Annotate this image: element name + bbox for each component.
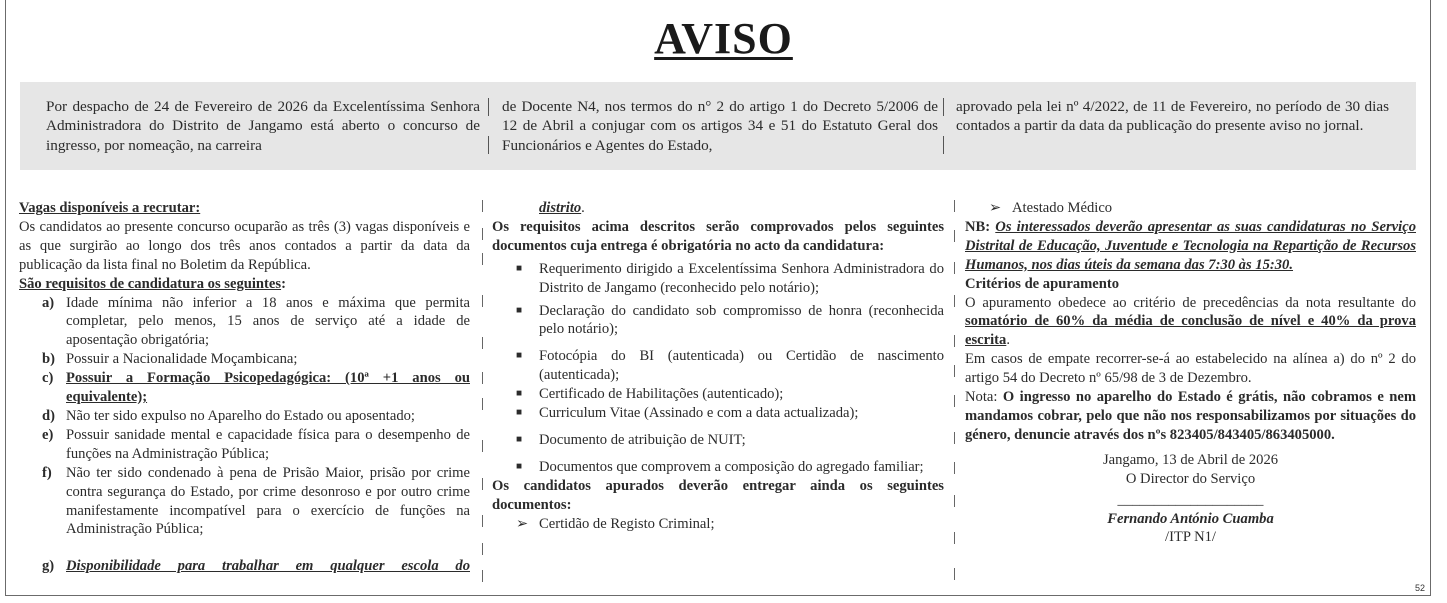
page-number: 52 bbox=[1414, 583, 1425, 593]
requisitos-heading bbox=[19, 275, 470, 294]
requisito-text: Disponibilidade para trabalhar em qualquer escola do bbox=[66, 558, 470, 575]
separator-dash bbox=[954, 230, 955, 242]
separator-dash bbox=[954, 365, 955, 377]
separator-dash bbox=[954, 200, 955, 212]
separator-dash bbox=[954, 432, 955, 444]
documento-item bbox=[492, 458, 944, 477]
requisitos-heading-colon: : bbox=[281, 275, 286, 292]
square-bullet-icon: ■ bbox=[516, 304, 523, 316]
nota-label: Nota: bbox=[965, 389, 1003, 406]
apurado-item bbox=[492, 515, 944, 534]
continuation-period: . bbox=[581, 200, 585, 216]
separator-dash bbox=[482, 570, 483, 582]
requisito-c bbox=[19, 369, 470, 407]
documento-item bbox=[492, 431, 944, 450]
intro-col-2: de Docente N4, nos termos do n° 2 do artigo 1 do Decreto 5/2006 de 12 de Abril a conjugar com os artigos 34 e 51 do Estatuto Geral dos Funcionários e Agentes do Estado, bbox=[502, 98, 938, 154]
apurado-item bbox=[965, 199, 1416, 218]
documento-text: Documentos que comprovem a composição do agregado familiar; bbox=[539, 458, 924, 475]
requisito-a bbox=[19, 294, 470, 351]
column-1 bbox=[19, 199, 470, 576]
separator-dash bbox=[482, 228, 483, 240]
separator-dash bbox=[954, 395, 955, 407]
column-2 bbox=[492, 199, 944, 534]
nota-text bbox=[965, 388, 1416, 445]
requisitos-heading-text: São requisitos de candidatura os seguintes bbox=[19, 275, 282, 292]
separator-dash bbox=[482, 337, 483, 349]
requisito-text: Idade mínima não inferior a 18 anos e máxima que permita completar, pelo menos, 15 anos de serviço até a idade de aposentação obrigatória; bbox=[66, 294, 470, 349]
requisito-text: Possuir a Nacionalidade Moçambicana; bbox=[66, 351, 298, 368]
apurados-heading: Os candidatos apurados deverão entregar ainda os seguintes documentos: bbox=[492, 477, 944, 513]
signature-line: ____________________ bbox=[1117, 491, 1264, 508]
vagas-heading: Vagas disponíveis a recrutar: bbox=[19, 200, 201, 216]
requisito-d bbox=[19, 407, 470, 426]
documento-item bbox=[492, 404, 944, 423]
documento-item bbox=[492, 260, 944, 298]
criterios-text-pre: O apuramento obedece ao critério de precedências da nota resultante do bbox=[965, 294, 1416, 311]
separator-dash bbox=[482, 200, 483, 212]
separator-dash bbox=[954, 568, 955, 580]
square-bullet-icon: ■ bbox=[516, 262, 523, 274]
documento-text: Declaração do candidato sob compromisso de honra (reconhecida pelo notário); bbox=[539, 302, 944, 338]
nb-text: Os interessados deverão apresentar as suas candidaturas no Serviço Distrital de Educação, Juventude e Tecnologia na Repartição de Recursos Humanos, nos dias úteis da semana das 7:30 às 15:30. bbox=[965, 218, 1416, 273]
requisito-e bbox=[19, 426, 470, 464]
nb-label: NB: bbox=[965, 218, 991, 235]
square-bullet-icon: ■ bbox=[516, 460, 523, 472]
square-bullet-icon: ■ bbox=[516, 407, 523, 419]
square-bullet-icon: ■ bbox=[516, 433, 523, 445]
intro-col-1: Por despacho de 24 de Fevereiro de 2026 da Excelentíssima Senhora Administradora do Distrito de Jangamo está aberto o concurso de ingresso, por nomeação, na carreira bbox=[46, 98, 480, 154]
column-separator bbox=[488, 136, 489, 154]
separator-dash bbox=[482, 253, 483, 265]
list-marker: f) bbox=[42, 464, 52, 481]
intro-col-3: aprovado pela lei nº 4/2022, de 11 de Fevereiro, no período de 30 dias contados a partir da data da publicação do presente aviso no jornal. bbox=[956, 98, 1389, 135]
nota-body: O ingresso no aparelho do Estado é grátis, não cobramos e nem mandamos cobrar, pelo que não nos responsabilizamos por situações do género, denuncie através dos nºs 823405/843405/863405000. bbox=[965, 389, 1416, 443]
list-marker: b) bbox=[42, 351, 55, 368]
separator-dash bbox=[954, 295, 955, 307]
square-bullet-icon: ■ bbox=[516, 350, 523, 362]
column-separator bbox=[488, 98, 489, 116]
signature-place-date: Jangamo, 13 de Abril de 2026 bbox=[1102, 451, 1279, 468]
documento-text: Requerimento dirigido a Excelentíssima Senhora Administradora do Distrito de Jangamo (reconhecido pelo notário); bbox=[539, 260, 944, 296]
requisito-g-continuation bbox=[492, 199, 944, 218]
documento-text: Curriculum Vitae (Assinado e com a data actualizada); bbox=[539, 405, 859, 422]
separator-dash bbox=[482, 515, 483, 527]
requisito-text: Não ter sido expulso no Aparelho do Estado ou aposentado; bbox=[66, 407, 415, 424]
requisito-b bbox=[19, 350, 470, 369]
separator-dash bbox=[954, 462, 955, 474]
separator-dash bbox=[482, 398, 483, 410]
separator-dash bbox=[482, 440, 483, 452]
square-bullet-icon: ■ bbox=[516, 388, 523, 400]
column-3 bbox=[965, 199, 1416, 547]
documento-text: Documento de atribuição de NUIT; bbox=[539, 431, 746, 448]
criterios-text bbox=[965, 294, 1416, 351]
requisito-text: Não ter sido condenado à pena de Prisão Maior, prisão por crime contra segurança do Estado, por crime desonroso e por outro crime manifestamente incompatível para o exercício de funções na Administração Pública; bbox=[66, 464, 470, 538]
arrow-bullet-icon: ➢ bbox=[989, 200, 1002, 216]
criterios-text-post: . bbox=[1006, 332, 1010, 349]
continuation-text: distrito bbox=[539, 200, 582, 216]
vagas-text: Os candidatos ao presente concurso ocuparão as três (3) vagas disponíveis e as que surgirão ao longo dos três anos contados a partir da data da publicação da lista final no Boletim da República. bbox=[19, 218, 470, 273]
requisito-text: Possuir sanidade mental e capacidade física para o desempenho de funções na Administração Pública; bbox=[66, 426, 470, 462]
signature-role: O Director do Serviço bbox=[1125, 470, 1256, 487]
separator-dash bbox=[482, 372, 483, 384]
list-marker: e) bbox=[42, 426, 54, 443]
separator-dash bbox=[954, 335, 955, 347]
list-marker: d) bbox=[42, 407, 55, 424]
separator-dash bbox=[482, 543, 483, 555]
column-separator bbox=[943, 136, 944, 154]
documento-text: Certificado de Habilitações (autenticado); bbox=[539, 386, 784, 403]
separator-dash bbox=[954, 532, 955, 544]
notice-title bbox=[0, 14, 1447, 64]
separator-dash bbox=[482, 295, 483, 307]
apurado-text: Certidão de Registo Criminal; bbox=[539, 515, 715, 532]
column-separator bbox=[943, 98, 944, 116]
criterios-heading: Critérios de apuramento bbox=[965, 275, 1120, 292]
nb-note bbox=[965, 218, 1416, 275]
requisito-text: Possuir a Formação Psicopedagógica: (10ª +1 anos ou equivalente); bbox=[66, 370, 470, 406]
separator-dash bbox=[482, 478, 483, 490]
signature-grade: /ITP N1/ bbox=[1165, 529, 1216, 546]
documento-item bbox=[492, 302, 944, 340]
documento-text: Fotocópia do BI (autenticada) ou Certidão de nascimento (autenticada); bbox=[539, 348, 944, 384]
documentos-heading: Os requisitos acima descritos serão comprovados pelos seguintes documentos cuja entrega é obrigatória no acto da candidatura: bbox=[492, 218, 944, 254]
arrow-bullet-icon: ➢ bbox=[516, 515, 529, 532]
criterios-text-bold: somatório de 60% da média de conclusão de nível e 40% da prova escrita bbox=[965, 313, 1416, 349]
requisito-f bbox=[19, 464, 470, 540]
intro-band bbox=[20, 82, 1416, 170]
notice-title-text: AVISO bbox=[654, 14, 793, 63]
list-marker: a) bbox=[42, 294, 55, 311]
list-marker: g) bbox=[42, 558, 55, 575]
documento-item bbox=[492, 385, 944, 404]
signature-name: Fernando António Cuamba bbox=[1107, 510, 1274, 527]
apurado-text: Atestado Médico bbox=[1012, 200, 1113, 216]
list-marker: c) bbox=[42, 370, 54, 387]
requisito-g bbox=[19, 557, 470, 576]
separator-dash bbox=[954, 262, 955, 274]
empate-text: Em casos de empate recorrer-se-á ao estabelecido na alínea a) do nº 2 do artigo 54 do Decreto nº 65/98 de 3 de Dezembro. bbox=[965, 351, 1416, 387]
separator-dash bbox=[954, 495, 955, 507]
documento-item bbox=[492, 347, 944, 385]
